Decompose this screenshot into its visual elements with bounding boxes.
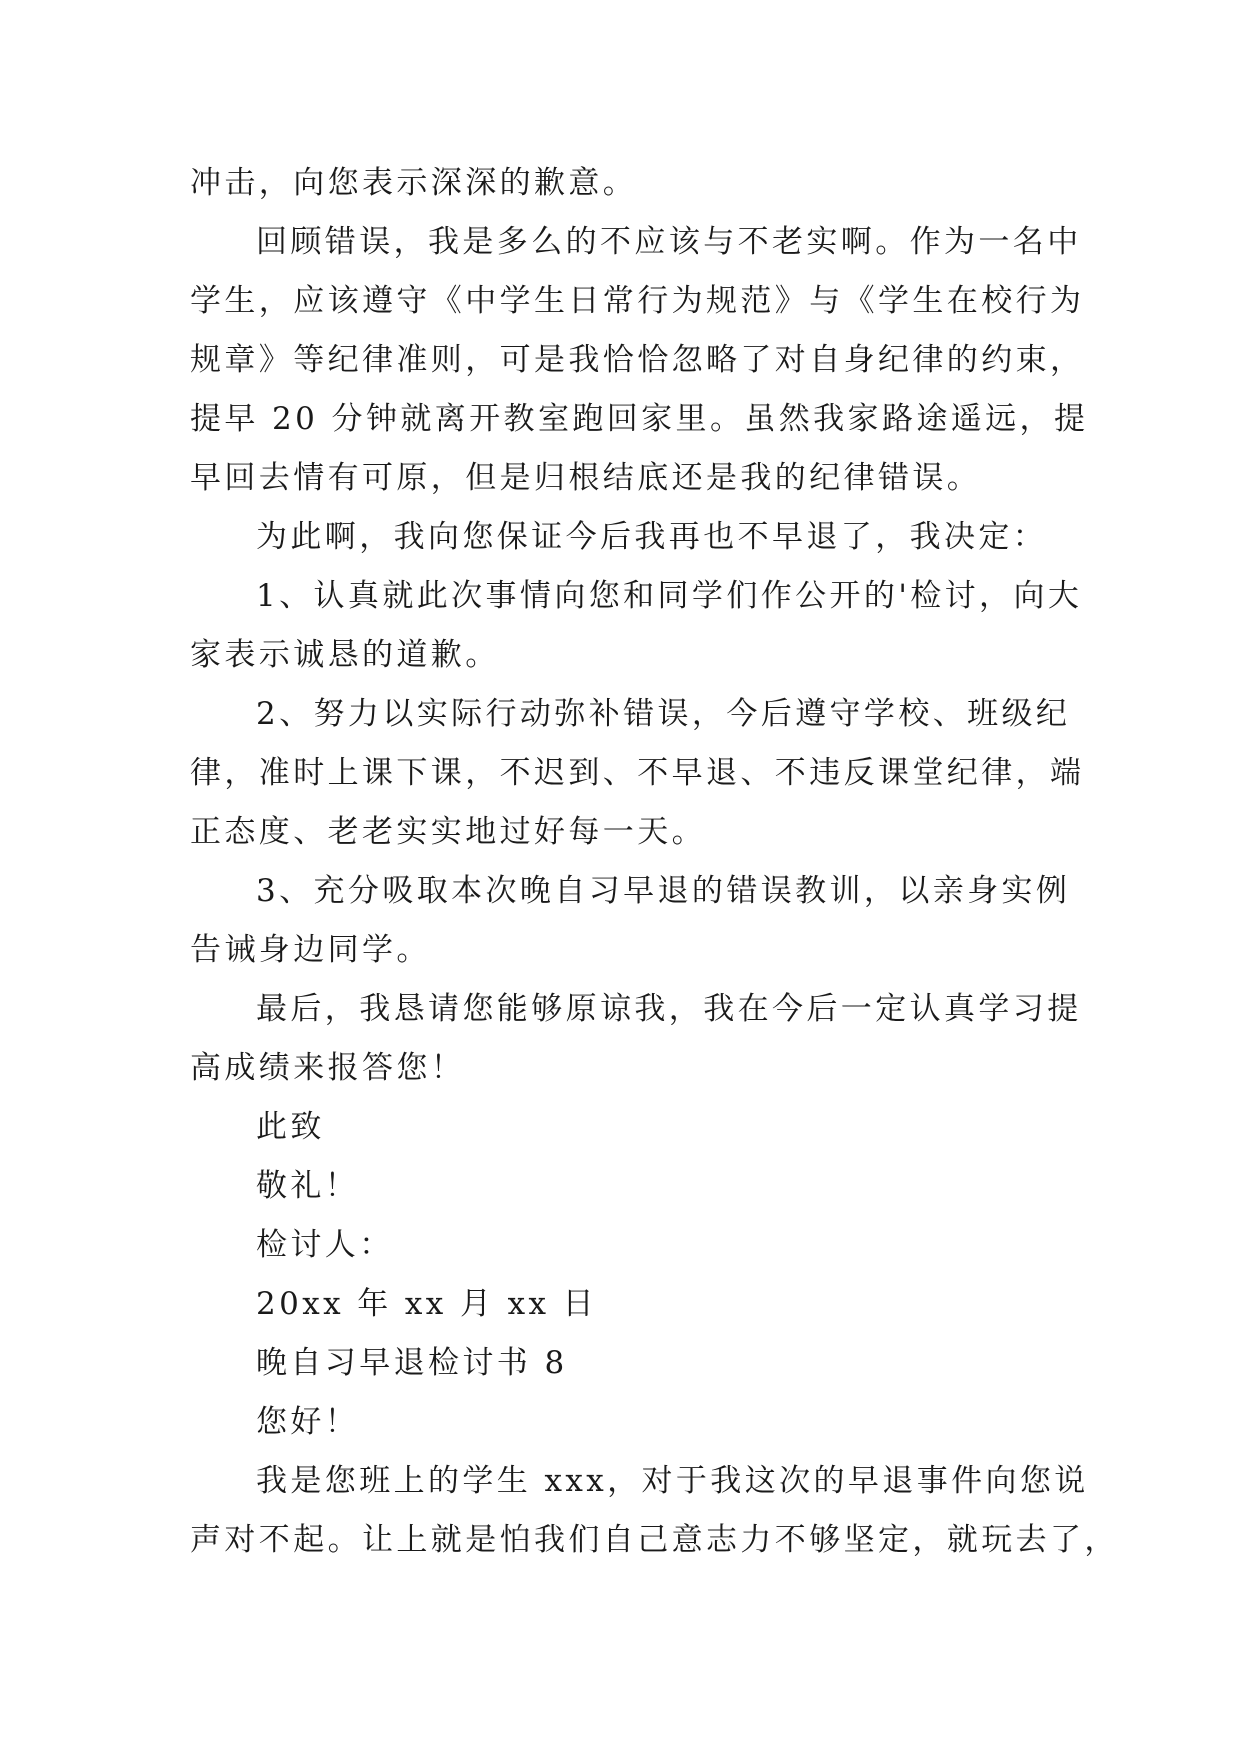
- text-line: 声对不起。让上就是怕我们自己意志力不够坚定，就玩去了，: [190, 1522, 1119, 1558]
- text-line: 敬礼！: [256, 1168, 360, 1204]
- text-line: 3、充分吸取本次晚自习早退的错误教训，以亲身实例: [256, 873, 1071, 909]
- text-line: 早回去情有可原，但是归根结底还是我的纪律错误。: [190, 460, 982, 496]
- text-line: 检讨人：: [256, 1227, 394, 1263]
- text-line: 提早 20 分钟就离开教室跑回家里。虽然我家路途遥远，提: [190, 401, 1089, 437]
- text-line: 冲击，向您表示深深的歉意。: [190, 165, 638, 201]
- text-line: 正态度、老老实实地过好每一天。: [190, 814, 706, 850]
- text-line: 规章》等纪律准则，可是我恰恰忽略了对自身纪律的约束，: [190, 342, 1085, 378]
- text-line: 为此啊，我向您保证今后我再也不早退了，我决定：: [256, 519, 1048, 555]
- text-line: 1、认真就此次事情向您和同学们作公开的'检讨，向大: [256, 578, 1083, 614]
- text-line: 律，准时上课下课，不迟到、不早退、不违反课堂纪律，端: [190, 755, 1085, 791]
- text-line: 20xx 年 xx 月 xx 日: [256, 1286, 598, 1322]
- text-line: 我是您班上的学生 xxx，对于我这次的早退事件向您说: [256, 1463, 1089, 1499]
- text-line: 家表示诚恳的道歉。: [190, 637, 500, 673]
- text-line: 告诫身边同学。: [190, 932, 431, 968]
- text-line: 高成绩来报答您！: [190, 1050, 466, 1086]
- text-line: 此致: [256, 1109, 325, 1145]
- text-line: 学生，应该遵守《中学生日常行为规范》与《学生在校行为: [190, 283, 1085, 319]
- document-body: [190, 154, 1119, 1570]
- text-line: 回顾错误，我是多么的不应该与不老实啊。作为一名中: [256, 224, 1082, 260]
- text-line: 晚自习早退检讨书 8: [256, 1345, 568, 1381]
- text-line: 2、努力以实际行动弥补错误，今后遵守学校、班级纪: [256, 696, 1071, 732]
- text-line: 最后，我恳请您能够原谅我，我在今后一定认真学习提: [256, 991, 1082, 1027]
- text-line: 您好！: [256, 1404, 360, 1440]
